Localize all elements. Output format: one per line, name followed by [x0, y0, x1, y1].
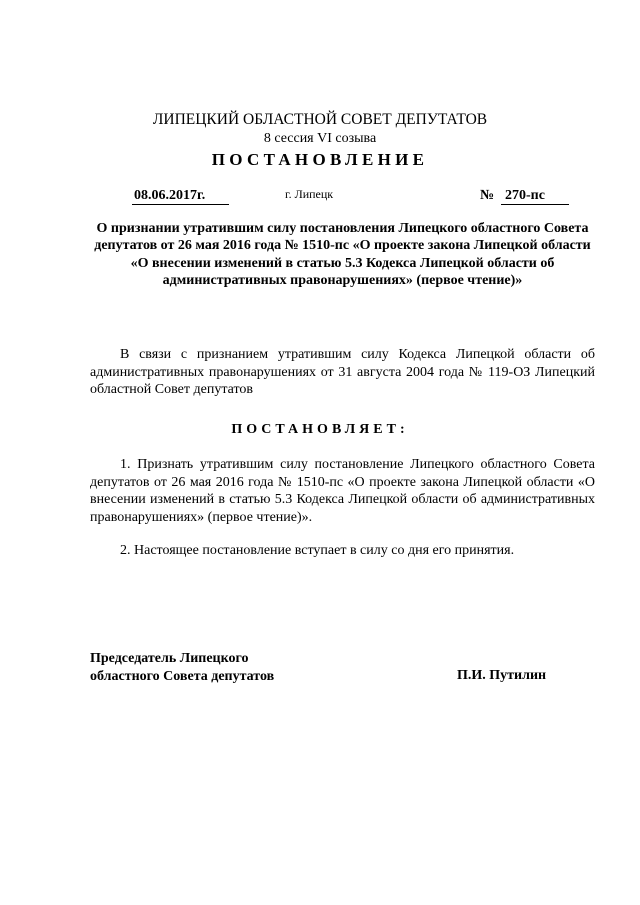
session-info: 8 сессия VI созыва [263, 131, 377, 146]
signatory-position-line-1: Председатель Липецкого [90, 651, 249, 666]
organization-name: ЛИПЕЦКИЙ ОБЛАСТНОЙ СОВЕТ ДЕПУТАТОВ [152, 111, 488, 128]
document-type: ПОСТАНОВЛЕНИЕ [211, 150, 429, 169]
decree-item-2: 2. Настоящее постановление вступает в силу со дня его принятия. [120, 543, 515, 558]
signatory-position [90, 650, 274, 685]
signatory-position-line-2: областного Совета депутатов [90, 668, 275, 684]
signatory-name: П.И. Путилин [457, 668, 547, 683]
document-title: О признании утратившим силу постановления Липецкого областного Совета депутатов от 26 мая 2016 года № 1510-пс «О проекте закона Липецкой области «О внесении изменений в статью 5.3 Кодекса Липецкой области об административных правонарушениях» (первое чтение)» [94, 221, 591, 288]
document-date: 08.06.2017г. [132, 188, 229, 205]
document-city: г. Липецк [285, 187, 334, 201]
intro-paragraph: В связи с признанием утратившим силу Кодекса Липецкой области об административных правонарушениях от 31 августа 2004 года № 119-ОЗ Липецкий областной Совет депутатов [90, 347, 595, 397]
number-sign: № [480, 188, 495, 203]
document-number: 270-пс [501, 188, 569, 205]
decree-heading: ПОСТАНОВЛЯЕТ: [231, 422, 409, 437]
decree-item-1: 1. Признать утратившим силу постановление Липецкого областного Совета депутатов от 26 мая 2016 года № 1510-пс «О проекте закона Липецкой области «О внесении изменений в статью 5.3 Кодекса Липецкой области об административных правонарушениях» (первое чтение)». [90, 457, 595, 525]
